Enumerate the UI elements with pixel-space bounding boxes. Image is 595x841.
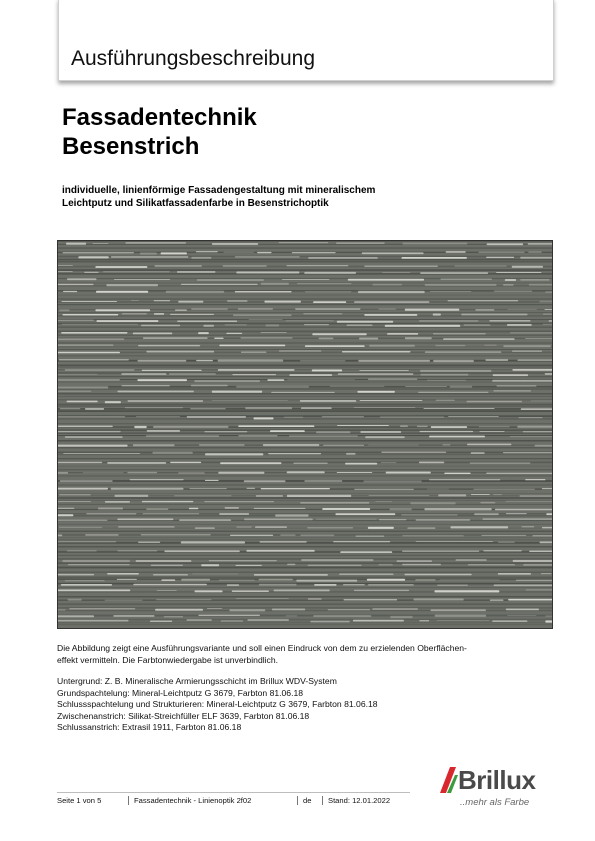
- footer-date: Stand: 12.01.2022: [328, 796, 391, 805]
- texture-photo: [57, 240, 553, 629]
- footer-page: Seite 1 von 5: [57, 796, 102, 805]
- footer-separator: [322, 796, 323, 805]
- layer-item: Schlussanstrich: Extrasil 1911, Farbton 81.06.18: [57, 722, 242, 733]
- footer-language: de: [303, 796, 312, 805]
- footer-separator: [128, 796, 129, 805]
- caption-line-1: Die Abbildung zeigt eine Ausführungsvariante und soll einen Eindruck von dem zu erzielenden Oberflächen-: [57, 643, 467, 653]
- layer-item: Untergrund: Z. B. Mineralische Armierungsschicht im Brillux WDV-System: [57, 676, 337, 686]
- image-caption: [57, 642, 551, 666]
- subtitle-line-1: individuelle, linienförmige Fassadengestaltung mit mineralischem: [62, 185, 376, 196]
- logo-brand: Brillux: [458, 765, 536, 795]
- layer-item: Zwischenanstrich: Silikat-Streichfüller ELF 3639, Farbton 81.06.18: [57, 710, 310, 721]
- header-box: [58, 0, 554, 81]
- caption-line-2: effekt vermitteln. Die Farbtonwiedergabe ist unverbindlich.: [57, 655, 279, 665]
- subtitle: [62, 184, 375, 210]
- logo-slogan: ..mehr als Farbe: [460, 797, 530, 808]
- footer-doc-name: Fassadentechnik - Linienoptik 2f02: [134, 796, 252, 805]
- plaster-texture-image: [58, 241, 552, 628]
- title-line-1: Fassadentechnik: [62, 104, 257, 131]
- subtitle-line-2: Leichtputz und Silikatfassadenfarbe in Besenstrichoptik: [62, 198, 329, 209]
- layer-item: Schlussspachtelung und Strukturieren: Mineral-Leichtputz G 3679, Farbton 81.06.18: [57, 699, 378, 710]
- layer-item: Grundspachtelung: Mineral-Leichtputz G 3679, Farbton 81.06.18: [57, 687, 304, 698]
- layer-list: [57, 676, 378, 734]
- brillux-logo-mark-icon: [438, 765, 458, 795]
- footer-divider: [57, 792, 410, 793]
- page-title: [62, 103, 257, 161]
- document-type: Ausführungsbeschreibung: [71, 47, 316, 70]
- footer-separator: [297, 796, 298, 805]
- footer: [57, 796, 390, 805]
- title-line-2: Besenstrich: [62, 133, 200, 160]
- brillux-logo: [438, 765, 558, 811]
